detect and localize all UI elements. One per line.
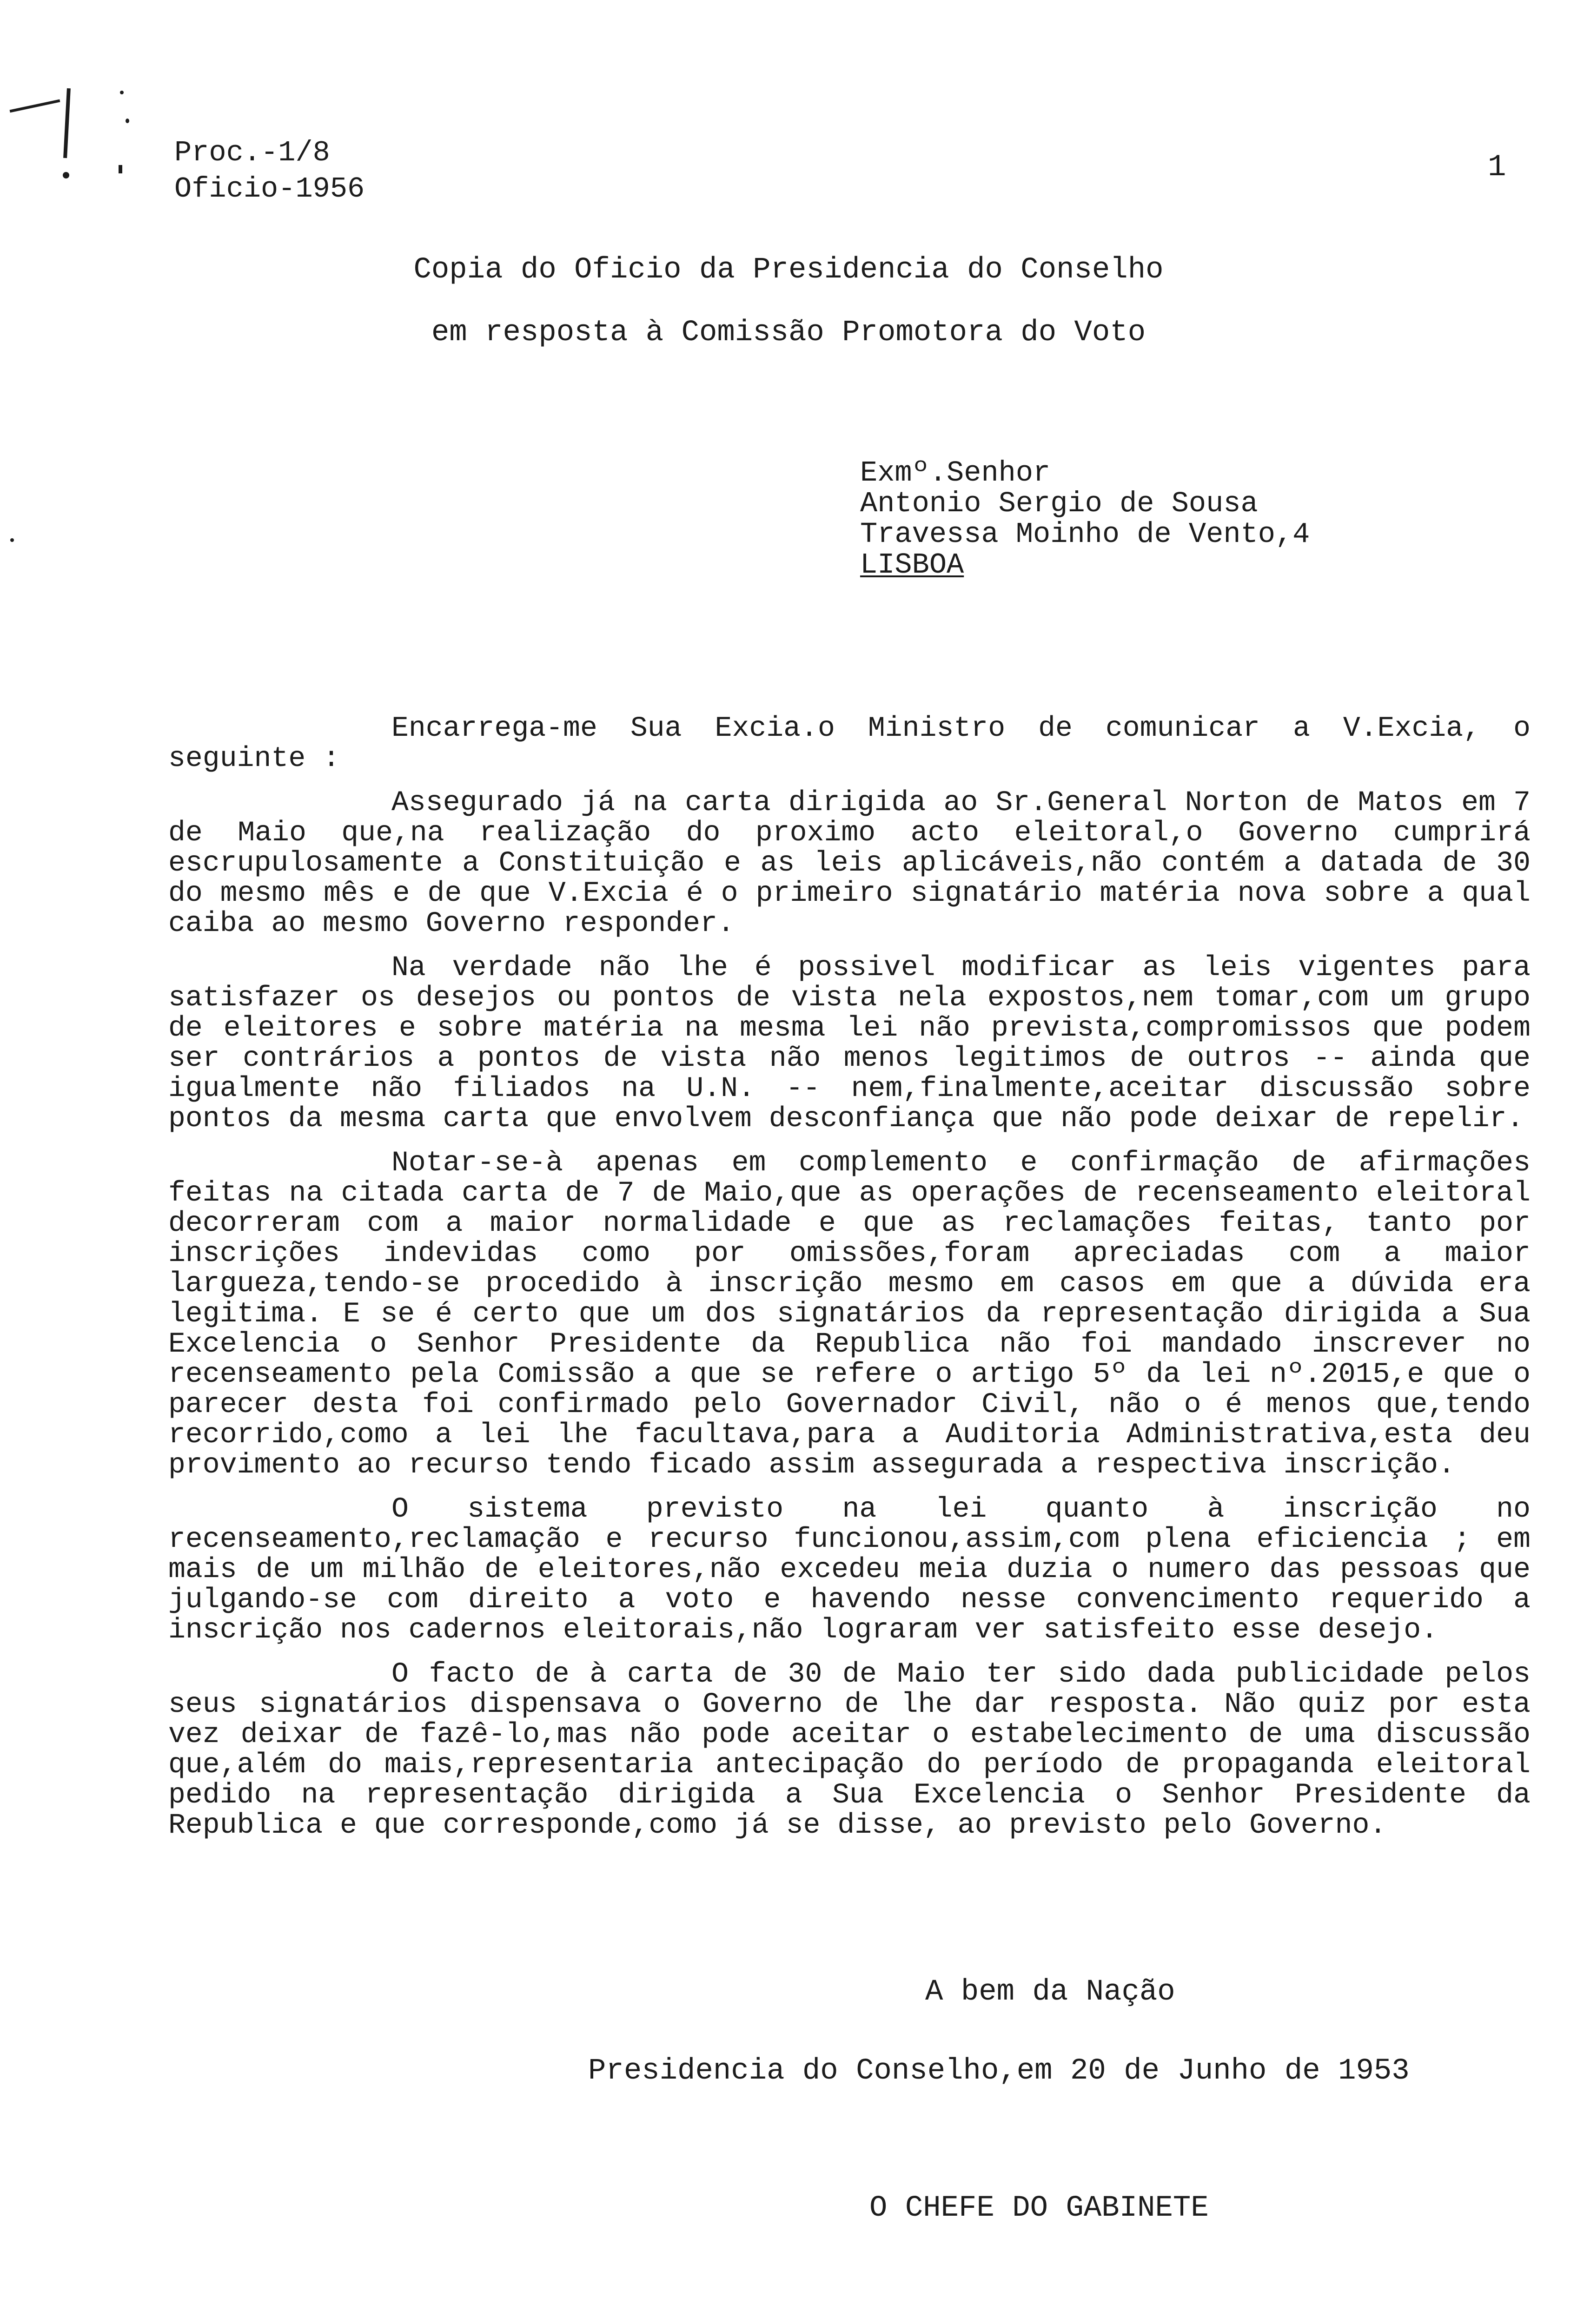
file-reference xyxy=(174,135,364,207)
addressee-block xyxy=(860,458,1310,581)
scan-speck xyxy=(119,165,122,173)
paragraph: Assegurado já na carta dirigida ao Sr.General Norton de Matos em 7 de Maio que,na realização do proximo acto eleitoral,o Governo cumprirá escrupulosamente a Constituição e as leis aplicáveis,não contém a datada de 30 do mesmo mês e de que V.Excia é o primeiro signatário matéria nova sobre a qual caiba ao mesmo Governo responder. xyxy=(168,787,1531,940)
letter-body xyxy=(168,713,1531,1855)
page-number: 1 xyxy=(1488,150,1506,185)
document-title: Copia do Oficio da Presidencia do Conselho xyxy=(413,253,1164,287)
office-number: Oficio-1956 xyxy=(174,172,365,205)
process-number: Proc.-1/8 xyxy=(174,136,330,169)
paragraph: Notar-se-à apenas em complemento e confirmação de afirmações feitas na citada carta de 7 de Maio,que as operações de recenseamento eleitoral decorreram com a maior normalidade e que as reclamações feitas, tanto por inscrições indevidas como por omissões,foram apreciadas com a maior largueza,tendo-se procedido à inscrição mesmo em casos em que a dúvida era legitima. E se é certo que um dos signatários da representação dirigida a Sua Excelencia o Senhor Presidente da Republica não foi mandado inscrever no recenseamento pela Comissão a que se refere o artigo 5º da lei nº.2015,e que o parecer desta foi confirmado pelo Governador Civil, não o é menos que,tendo recorrido,como a lei lhe facultava,para a Auditoria Administrativa,esta deu provimento ao recurso tendo ficado assim assegurada a respectiva inscrição. xyxy=(168,1147,1531,1481)
addressee-salutation: Exmº.Senhor xyxy=(860,456,1051,489)
addressee-city: LISBOA xyxy=(860,548,964,581)
place-and-date: Presidencia do Conselho,em 20 de Junho de 1953 xyxy=(588,2054,1410,2088)
paragraph: O sistema previsto na lei quanto à inscrição no recenseamento,reclamação e recurso funcionou,assim,com plena eficiencia ; em mais de um milhão de eleitores,não excedeu meia duzia o numero das pessoas que julgando-se com direito a voto e havendo nesse convencimento requerido a inscrição nos cadernos eleitorais,não lograram ver satisfeito esse desejo. xyxy=(168,1493,1531,1646)
scan-speck xyxy=(126,119,129,123)
punch-hole-mark xyxy=(63,88,71,158)
addressee-street: Travessa Moinho de Vento,4 xyxy=(860,518,1310,551)
paragraph: O facto de à carta de 30 de Maio ter sido dada publicidade pelos seus signatários dispensava o Governo de lhe dar resposta. Não quiz por esta vez deixar de fazê-lo,mas não pode aceitar o estabelecimento de uma discussão que,além do mais,representaria antecipação do período de propaganda eleitoral pedido na representação dirigida a Sua Excelencia o Senhor Presidente da Republica e que corresponde,como já se disse, ao previsto pelo Governo. xyxy=(168,1658,1531,1842)
paragraph: Encarrega-me Sua Excia.o Ministro de comunicar a V.Excia, o seguinte : xyxy=(168,713,1531,775)
signatory-title: O CHEFE DO GABINETE xyxy=(869,2192,1209,2225)
punch-hole-mark xyxy=(10,99,60,113)
document-subtitle: em resposta à Comissão Promotora do Voto xyxy=(431,316,1146,350)
valediction: A bem da Nação xyxy=(925,1975,1175,2009)
scan-speck xyxy=(63,172,69,178)
addressee-name: Antonio Sergio de Sousa xyxy=(860,487,1258,520)
paragraph: Na verdade não lhe é possivel modificar as leis vigentes para satisfazer os desejos ou pontos de vista nela expostos,nem tomar,com um grupo de eleitores e sobre matéria na mesma lei não prevista,compromissos que podem ser contrários a pontos de vista não menos legitimos de outros -- ainda que igualmente não filiados na U.N. -- nem,finalmente,aceitar discussão sobre pontos da mesma carta que envolvem desconfiança que não pode deixar de repelir. xyxy=(168,952,1531,1135)
scan-speck xyxy=(10,538,14,542)
scan-speck xyxy=(120,91,124,94)
